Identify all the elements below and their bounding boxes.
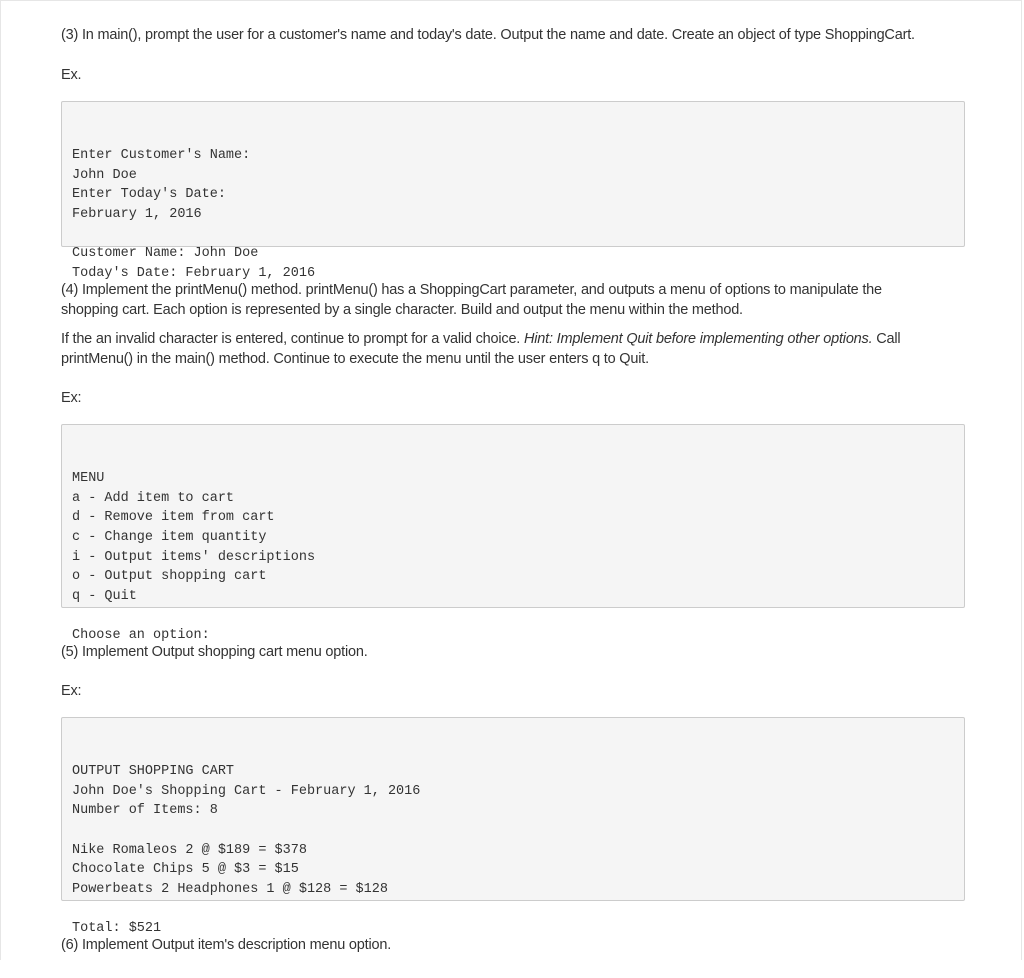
step4-example-label: Ex: [61,390,82,406]
code-line: Chocolate Chips 5 @ $3 = $15 [72,862,299,878]
code-line: d - Remove item from cart [72,510,275,526]
code-line: Customer Name: John Doe [72,246,259,262]
code-line: OUTPUT SHOPPING CART [72,764,235,780]
step4-instructions-2 [61,329,965,369]
code-line: i - Output items' descriptions [72,549,316,565]
code-line: q - Quit [72,588,137,604]
step5-code-block [61,717,965,936]
step4-text-line: (4) Implement the printMenu() method. printMenu() has a ShoppingCart parameter, and outputs a menu of options to manipulate the [61,282,882,298]
code-line: Total: $521 [72,920,162,936]
code-line: John Doe [72,167,137,183]
code-line: Number of Items: 8 [72,803,218,819]
code-line: Powerbeats 2 Headphones 1 @ $128 = $128 [72,881,388,897]
code-line [72,606,954,626]
step5-example-label: Ex: [61,683,82,699]
step6-instructions: (6) Implement Output item's description menu option. [61,937,392,953]
step3-code-block [61,101,965,281]
code-line: o - Output shopping cart [72,569,267,585]
code-line [72,821,954,841]
code-line: Enter Today's Date: [72,187,226,203]
code-line: Nike Romaleos 2 @ $189 = $378 [72,842,307,858]
code-line: John Doe's Shopping Cart - February 1, 2016 [72,783,421,799]
code-line: a - Add item to cart [72,490,235,506]
step4-text2-part: Call [872,331,901,347]
step4-text2-line: printMenu() in the main() method. Continue to execute the menu until the user enters q to Quit. [61,351,649,367]
step4-text-line: shopping cart. Each option is represented by a single character. Build and output the menu within the method. [61,302,743,318]
step4-instructions [61,280,965,320]
step4-text2-part: If the an invalid character is entered, continue to prompt for a valid choice. [61,331,524,347]
code-line: Choose an option: [72,627,210,643]
code-line: Enter Customer's Name: [72,148,251,164]
code-line: Today's Date: February 1, 2016 [72,265,316,281]
step4-code-block [61,424,965,643]
step4-hint: Hint: Implement Quit before implementing other options. [523,331,873,347]
step3-example-label: Ex. [61,67,82,83]
code-line: MENU [72,471,105,487]
code-line [72,225,954,245]
code-line: February 1, 2016 [72,206,202,222]
step5-instructions: (5) Implement Output shopping cart menu option. [61,644,368,660]
code-line [72,899,954,919]
code-line: c - Change item quantity [72,529,267,545]
step4-text2-line [61,329,965,349]
step3-instructions: (3) In main(), prompt the user for a customer's name and today's date. Output the name and date. Create an object of type ShoppingCart. [61,27,915,43]
